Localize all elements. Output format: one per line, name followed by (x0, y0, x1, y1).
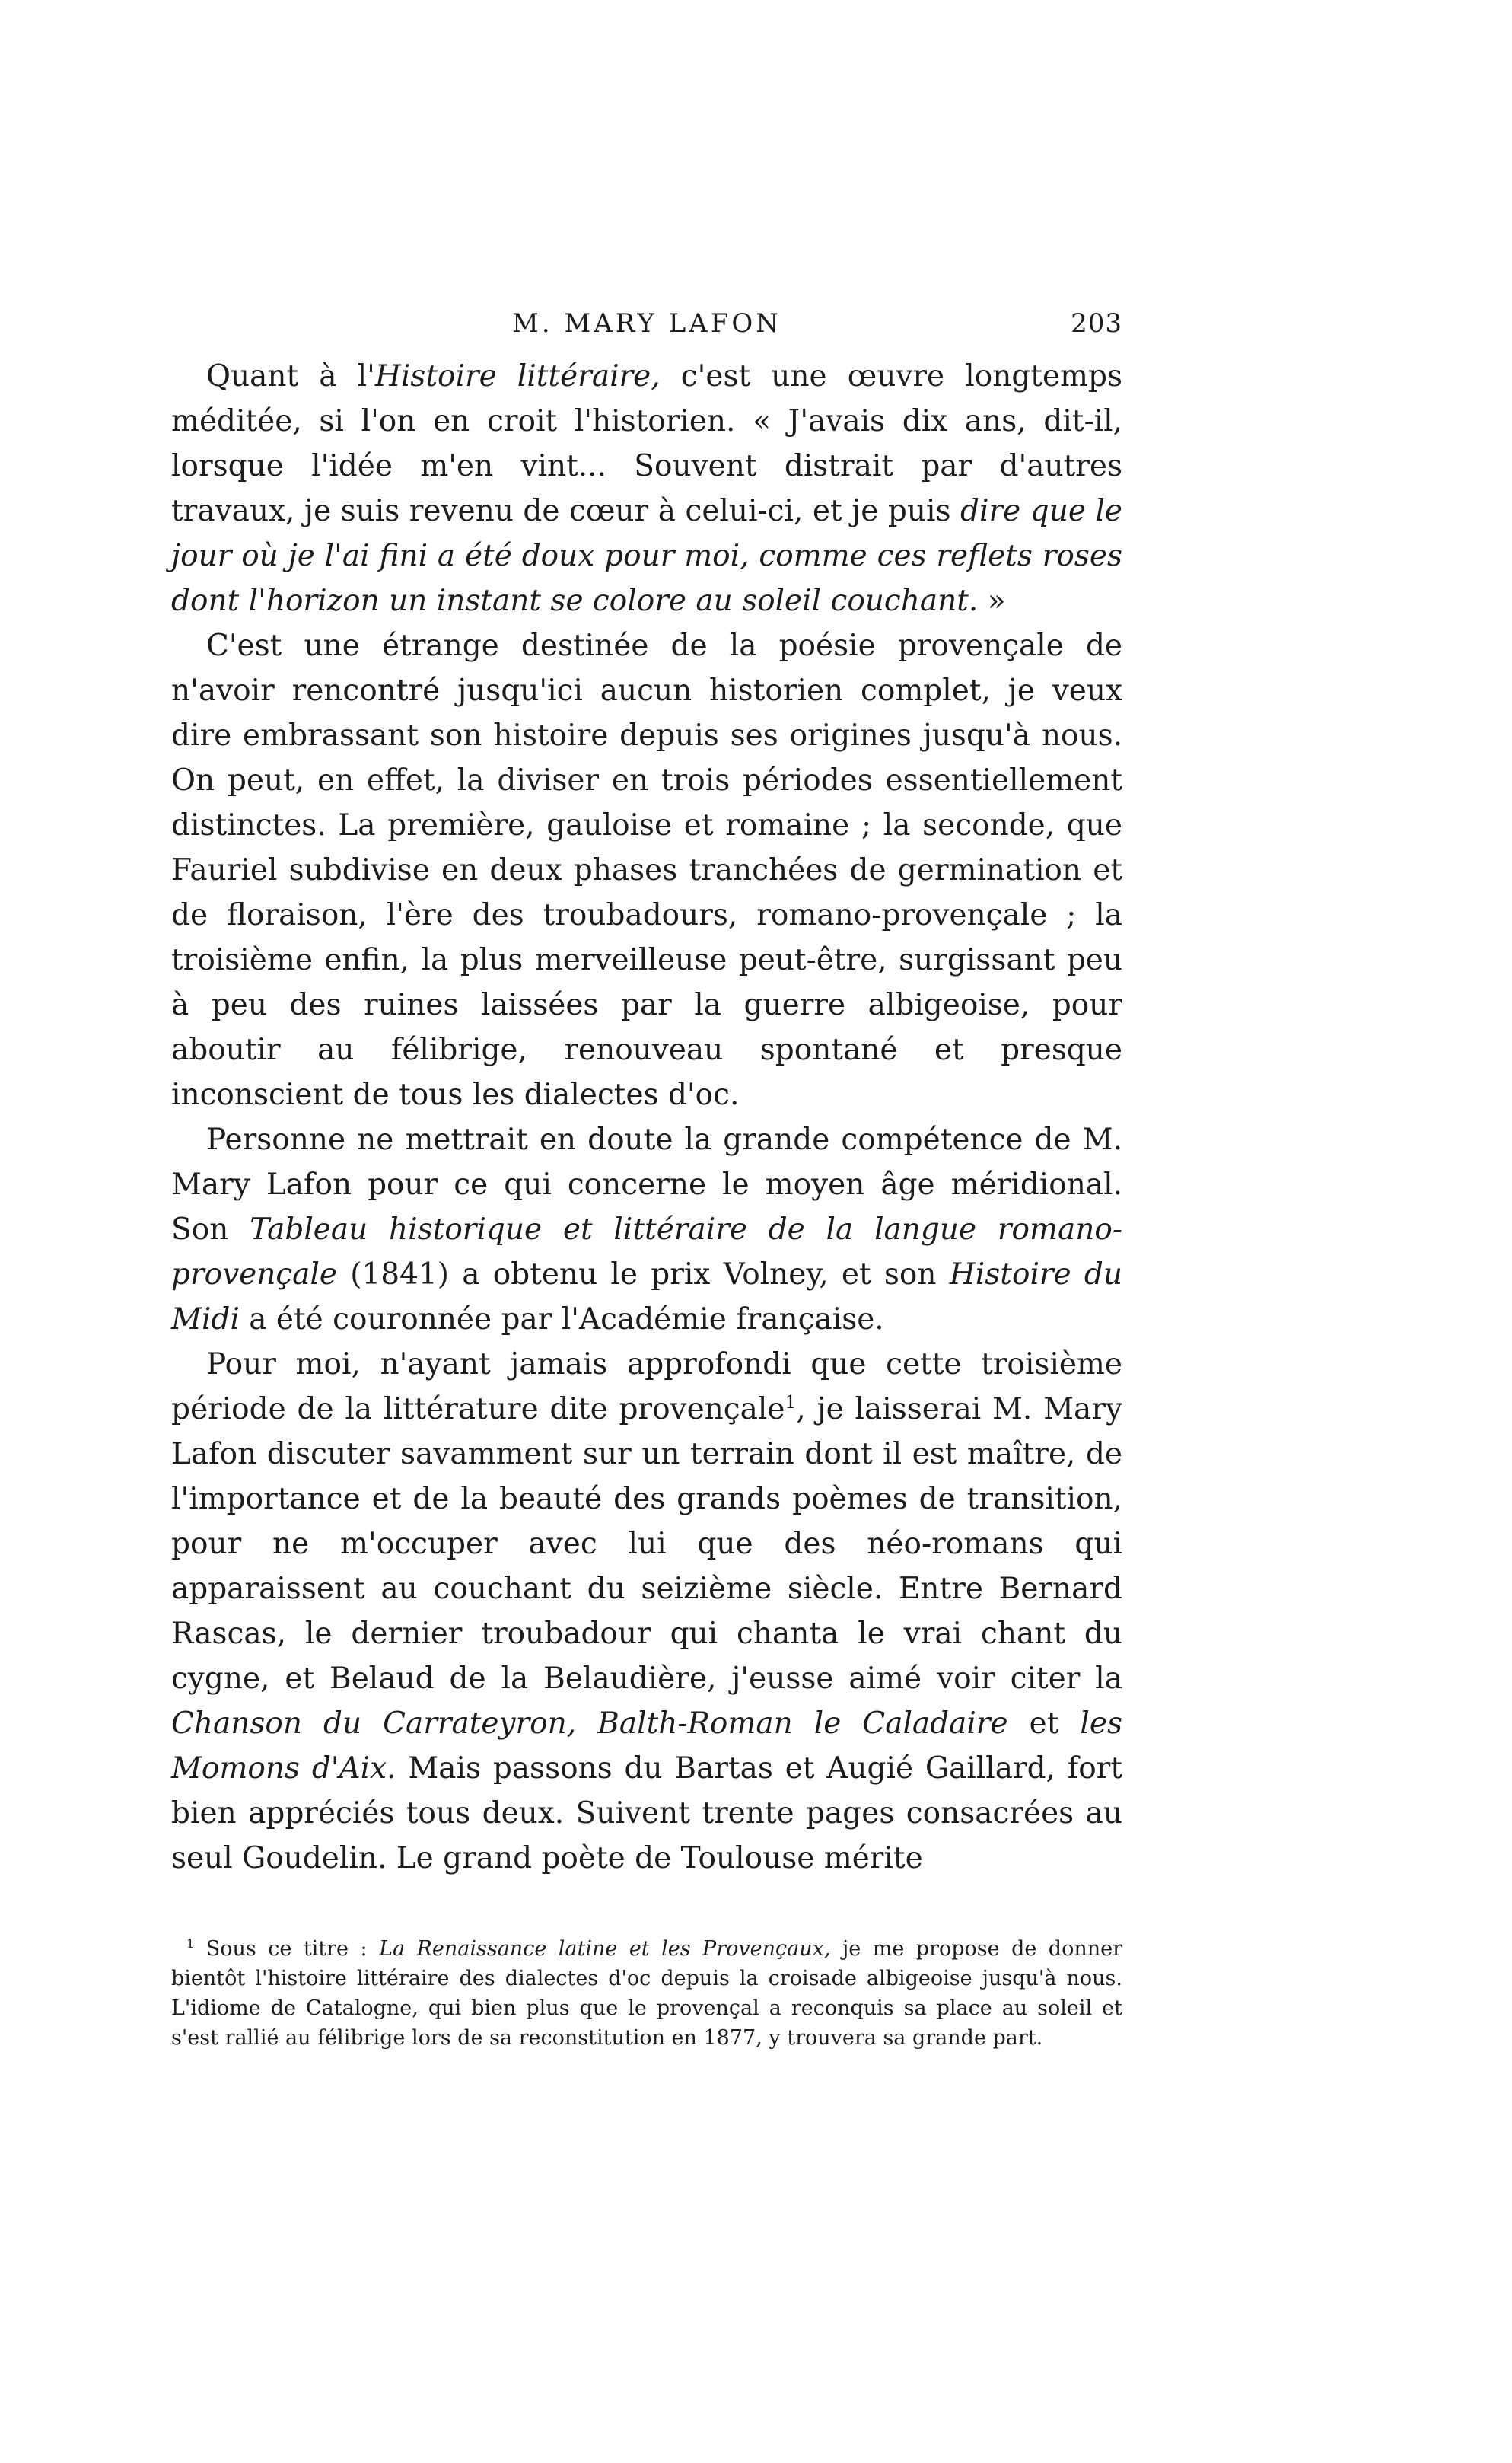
italic-text: Tableau historique et littéraire de la langue romano-provençale (171, 1212, 1123, 1292)
book-page (171, 308, 1122, 2053)
italic-text: les Momons d'Aix. (171, 1706, 1122, 1786)
text-run: et (1007, 1706, 1081, 1741)
italic-text: Chanson du Carrateyron, Balth-Roman le Caladaire (171, 1706, 1008, 1741)
italic-text: Histoire du Midi (171, 1257, 1123, 1337)
text-run: c'est une œuvre longtemps méditée, si l'on en croit l'historien. « J'avais dix ans, dit-il, lorsque l'idée m'en vint... Souvent distrait par d'autres travaux, je suis revenu de cœur à celui-ci, et je puis (171, 359, 1123, 528)
footnote-text (171, 1934, 1122, 2053)
italic-text: La Renaissance latine et les Provençaux, (379, 1937, 831, 1961)
footnote-marker: 1 (186, 1936, 195, 1951)
italic-text: Histoire littéraire, (374, 359, 661, 394)
text-run: Pour moi, n'ayant jamais approfondi que cette troisième période de la littérature dite provençale (171, 1347, 1122, 1426)
text-run: C'est une étrange destinée de la poésie provençale de n'avoir rencontré jusqu'ici aucun historien complet, je veux dire embrassant son histoire depuis ses origines jusqu'à nous. On peut, en effet, la diviser en trois périodes essentiellement distinctes. La première, gauloise et romaine ; la seconde, que Fauriel subdivise en deux phases tranchées de germination et de floraison, l'ère des troubadours, romano-provençale ; la troisième enfin, la plus merveilleuse peut-être, surgissant peu à peu des ruines laissées par la guerre albigeoise, pour aboutir au félibrige, renouveau spontané et presque inconscient de tous les dialectes d'oc. (171, 629, 1122, 1112)
page-number: 203 (1071, 308, 1122, 339)
italic-text: dire que le jour où je l'ai fini a été doux pour moi, comme ces reflets roses dont l'horizon un instant se colore au soleil couchant. (171, 494, 1122, 618)
text-run: , je laisserai M. Mary Lafon discuter savamment sur un terrain dont il est maître, de l'importance et de la beauté des grands poèmes de transition, pour ne m'occuper avec lui que des néo-romans qui apparaissent au couchant du seizième siècle. Entre Bernard Rascas, le dernier troubadour qui chanta le vrai chant du cygne, et Belaud de la Belaudière, j'eusse aimé voir citer la (171, 1392, 1122, 1696)
text-run: Quant à l' (206, 359, 375, 394)
paragraph (171, 623, 1122, 1117)
running-header (171, 308, 1122, 354)
text-run: Sous ce titre : (194, 1937, 380, 1961)
body-text (171, 354, 1122, 1881)
paragraph (171, 354, 1122, 623)
footnote-marker: 1 (785, 1391, 797, 1413)
paragraph (171, 1342, 1122, 1881)
text-run: je me propose de donner bientôt l'histoire littéraire des dialectes d'oc depuis la croisade albigeoise jusqu'à nous. L'idiome de Catalogne, qui bien plus que le provençal a reconquis sa place au soleil et s'est rallié au félibrige lors de sa reconstitution en 1877, y trouvera sa grande part. (171, 1937, 1122, 2050)
text-run: Mais passons du Bartas et Augié Gaillard, fort bien appréciés tous deux. Suivent trente pages consacrées au seul Goudelin. Le grand poète de Toulouse mérite (171, 1751, 1122, 1875)
running-title: M. MARY LAFON (512, 308, 781, 339)
text-run: Personne ne mettrait en doute la grande compétence de M. Mary Lafon pour ce qui concerne le moyen âge méridional. Son (171, 1123, 1122, 1247)
footnote (171, 1934, 1122, 2053)
text-run: » (978, 584, 1006, 618)
text-run: (1841) a obtenu le prix Volney, et son (336, 1257, 950, 1292)
text-run: a été couronnée par l'Académie française. (239, 1302, 884, 1337)
paragraph (171, 1117, 1122, 1342)
